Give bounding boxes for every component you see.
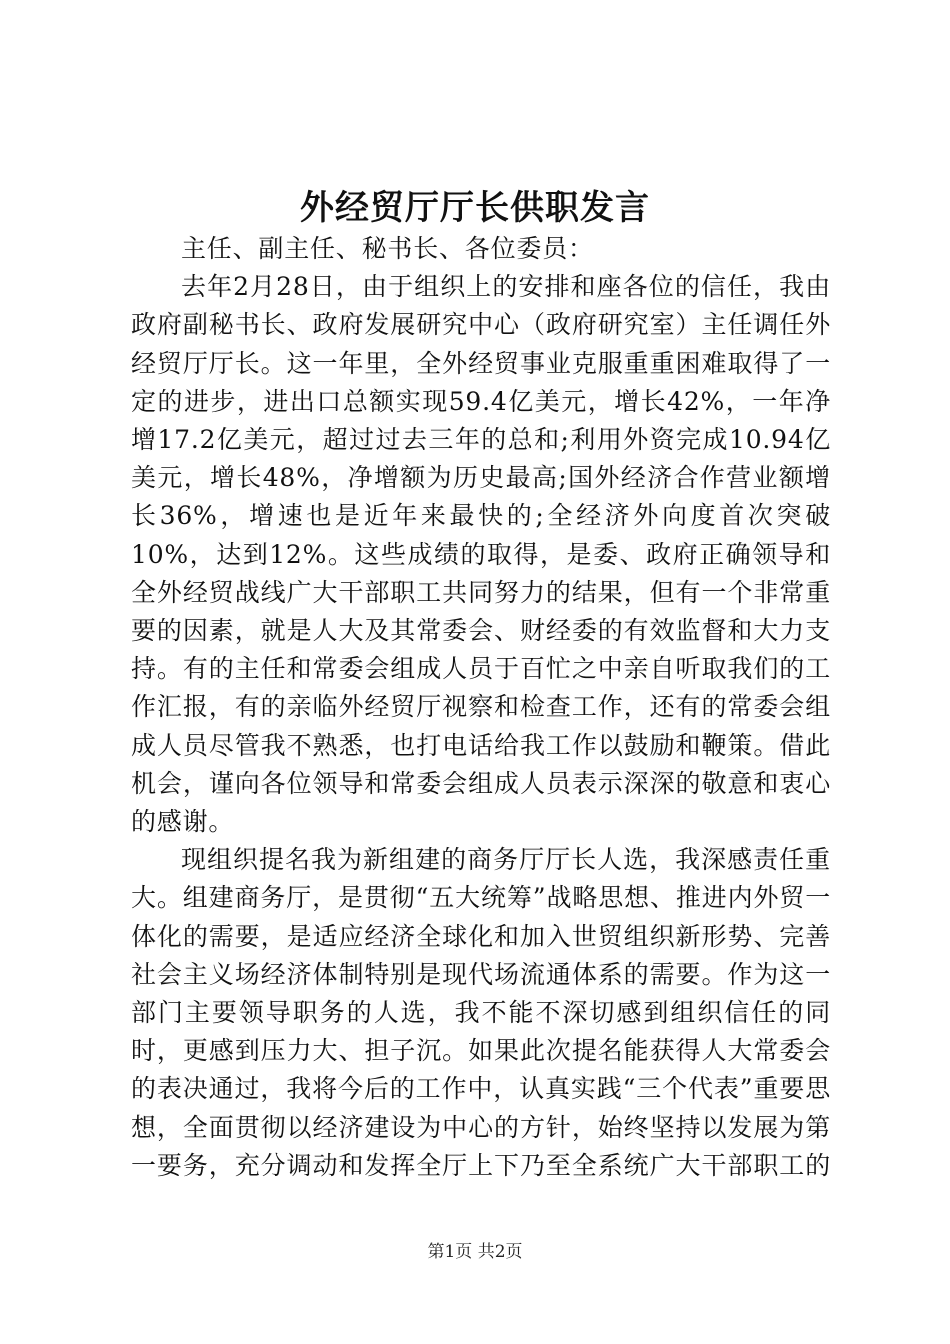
salutation-paragraph: 主任、副主任、秘书长、各位委员： <box>181 234 594 263</box>
body-paragraph: 现组织提名我为新组建的商务厅厅长人选，我深感责任重大。组建商务厅，是贯彻“五大统筹”战略思想、推进内外贸一体化的需要，是适应经济全球化和加入世贸组织新形势、完善社会主义场经济体制特别是现代场流通体系的需要。作为这一部门主要领导职务的人选，我不能不深切感到组织信任的同时，更感到压力大、担子沉。如果此次提名能获得人大常委会的表决通过，我将今后的工作中，认真实践“三个代表”重要思想，全面贯彻以经济建设为中心的方针，始终坚持以发展为第一要务，充分调动和发挥全厅上下乃至全系统广大干部职工的 <box>131 845 831 1180</box>
page-number-footer: 第1页 共2页 <box>427 1242 523 1262</box>
body-paragraph: 去年2月28日，由于组织上的安排和座各位的信任，我由政府副秘书长、政府发展研究中心（政府研究室）主任调任外经贸厅厅长。这一年里，全外经贸事业克服重重困难取得了一定的进步，进出口总额实现59.4亿美元，增长42%，一年净增17.2亿美元，超过过去三年的总和;利用外资完成10.94亿美元，增长48%，净增额为历史最高;国外经济合作营业额增长36%，增速也是近年来最快的;全经济外向度首次突破10%，达到12%。这些成绩的取得，是委、政府正确领导和全外经贸战线广大干部职工共同努力的结果，但有一个非常重要的因素，就是人大及其常委会、财经委的有效监督和大力支持。有的主任和常委会组成人员于百忙之中亲自听取我们的工作汇报，有的亲临外经贸厅视察和检查工作，还有的常委会组成人员尽管我不熟悉，也打电话给我工作以鼓励和鞭策。借此机会，谨向各位领导和常委会组成人员表示深深的敬意和衷心的感谢。 <box>131 272 831 837</box>
document-body <box>131 230 831 1190</box>
document-title: 外经贸厅厅长供职发言 <box>300 188 650 228</box>
